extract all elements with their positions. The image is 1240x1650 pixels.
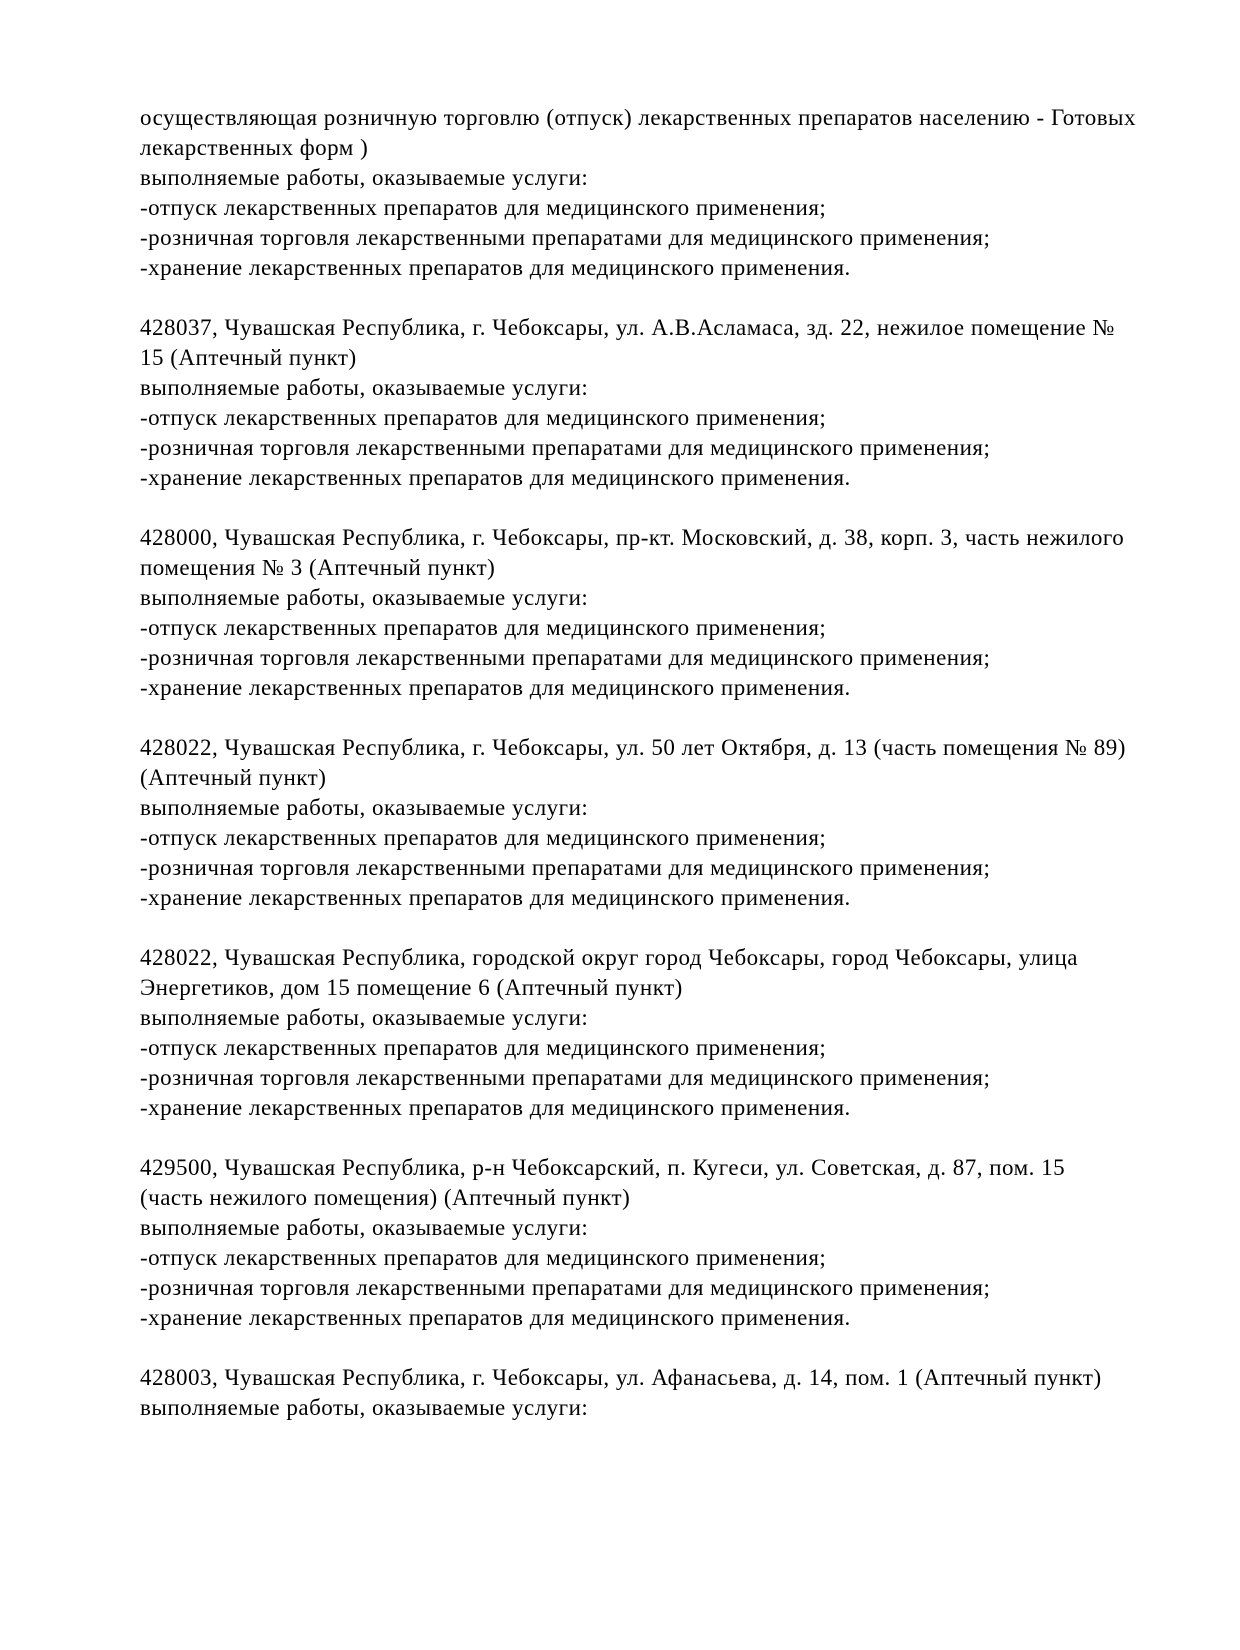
service-item: -розничная торговля лекарственными препаратами для медицинского применения; [140, 435, 991, 460]
address-line: Энергетиков, дом 15 помещение 6 (Аптечный пункт) [140, 975, 683, 1000]
services-header: выполняемые работы, оказываемые услуги: [140, 165, 589, 190]
service-item: -хранение лекарственных препаратов для медицинского применения. [140, 1305, 851, 1330]
address-line: помещения № 3 (Аптечный пункт) [140, 555, 496, 580]
service-item: -отпуск лекарственных препаратов для медицинского применения; [140, 615, 827, 640]
license-continuation-block [140, 103, 1200, 283]
service-item: -розничная торговля лекарственными препаратами для медицинского применения; [140, 1275, 991, 1300]
license-location-block [140, 523, 1200, 703]
license-location-block [140, 313, 1200, 493]
service-item: -хранение лекарственных препаратов для медицинского применения. [140, 1095, 851, 1120]
service-item: -отпуск лекарственных препаратов для медицинского применения; [140, 405, 827, 430]
service-item: -хранение лекарственных препаратов для медицинского применения. [140, 255, 851, 280]
service-item: -розничная торговля лекарственными препаратами для медицинского применения; [140, 645, 991, 670]
license-location-block [140, 733, 1200, 913]
services-header: выполняемые работы, оказываемые услуги: [140, 1215, 589, 1240]
service-item: -отпуск лекарственных препаратов для медицинского применения; [140, 1245, 827, 1270]
address-line: (часть нежилого помещения) (Аптечный пункт) [140, 1185, 631, 1210]
license-location-block [140, 1153, 1200, 1333]
address-line: 429500, Чувашская Республика, р-н Чебоксарский, п. Кугеси, ул. Советская, д. 87, пом. 15 [140, 1155, 1066, 1180]
services-header: выполняемые работы, оказываемые услуги: [140, 375, 589, 400]
address-line: 15 (Аптечный пункт) [140, 345, 357, 370]
service-item: -хранение лекарственных препаратов для медицинского применения. [140, 885, 851, 910]
service-item: -отпуск лекарственных препаратов для медицинского применения; [140, 195, 827, 220]
service-item: -розничная торговля лекарственными препаратами для медицинского применения; [140, 225, 991, 250]
document-body [140, 103, 1200, 1423]
address-line: 428000, Чувашская Республика, г. Чебоксары, пр-кт. Московский, д. 38, корп. 3, часть нежилого [140, 525, 1125, 550]
intro-line: лекарственных форм ) [140, 135, 369, 160]
service-item: -розничная торговля лекарственными препаратами для медицинского применения; [140, 855, 991, 880]
services-header: выполняемые работы, оказываемые услуги: [140, 585, 589, 610]
service-item: -хранение лекарственных препаратов для медицинского применения. [140, 465, 851, 490]
address-line: 428037, Чувашская Республика, г. Чебоксары, ул. А.В.Асламаса, зд. 22, нежилое помещение № [140, 315, 1115, 340]
service-item: -отпуск лекарственных препаратов для медицинского применения; [140, 1035, 827, 1060]
service-item: -розничная торговля лекарственными препаратами для медицинского применения; [140, 1065, 991, 1090]
services-header: выполняемые работы, оказываемые услуги: [140, 1005, 589, 1030]
address-line: (Аптечный пункт) [140, 765, 327, 790]
service-item: -отпуск лекарственных препаратов для медицинского применения; [140, 825, 827, 850]
address-line: 428022, Чувашская Республика, г. Чебоксары, ул. 50 лет Октября, д. 13 (часть помещения № 89) [140, 735, 1126, 760]
address-line: 428022, Чувашская Республика, городской округ город Чебоксары, город Чебоксары, улица [140, 945, 1078, 970]
intro-line: осуществляющая розничную торговлю (отпуск) лекарственных препаратов населению - Готовых [140, 105, 1137, 130]
address-line: 428003, Чувашская Республика, г. Чебоксары, ул. Афанасьева, д. 14, пом. 1 (Аптечный пункт) [140, 1365, 1102, 1390]
services-header: выполняемые работы, оказываемые услуги: [140, 1395, 589, 1420]
service-item: -хранение лекарственных препаратов для медицинского применения. [140, 675, 851, 700]
license-location-block [140, 1363, 1200, 1423]
services-header: выполняемые работы, оказываемые услуги: [140, 795, 589, 820]
license-location-block [140, 943, 1200, 1123]
